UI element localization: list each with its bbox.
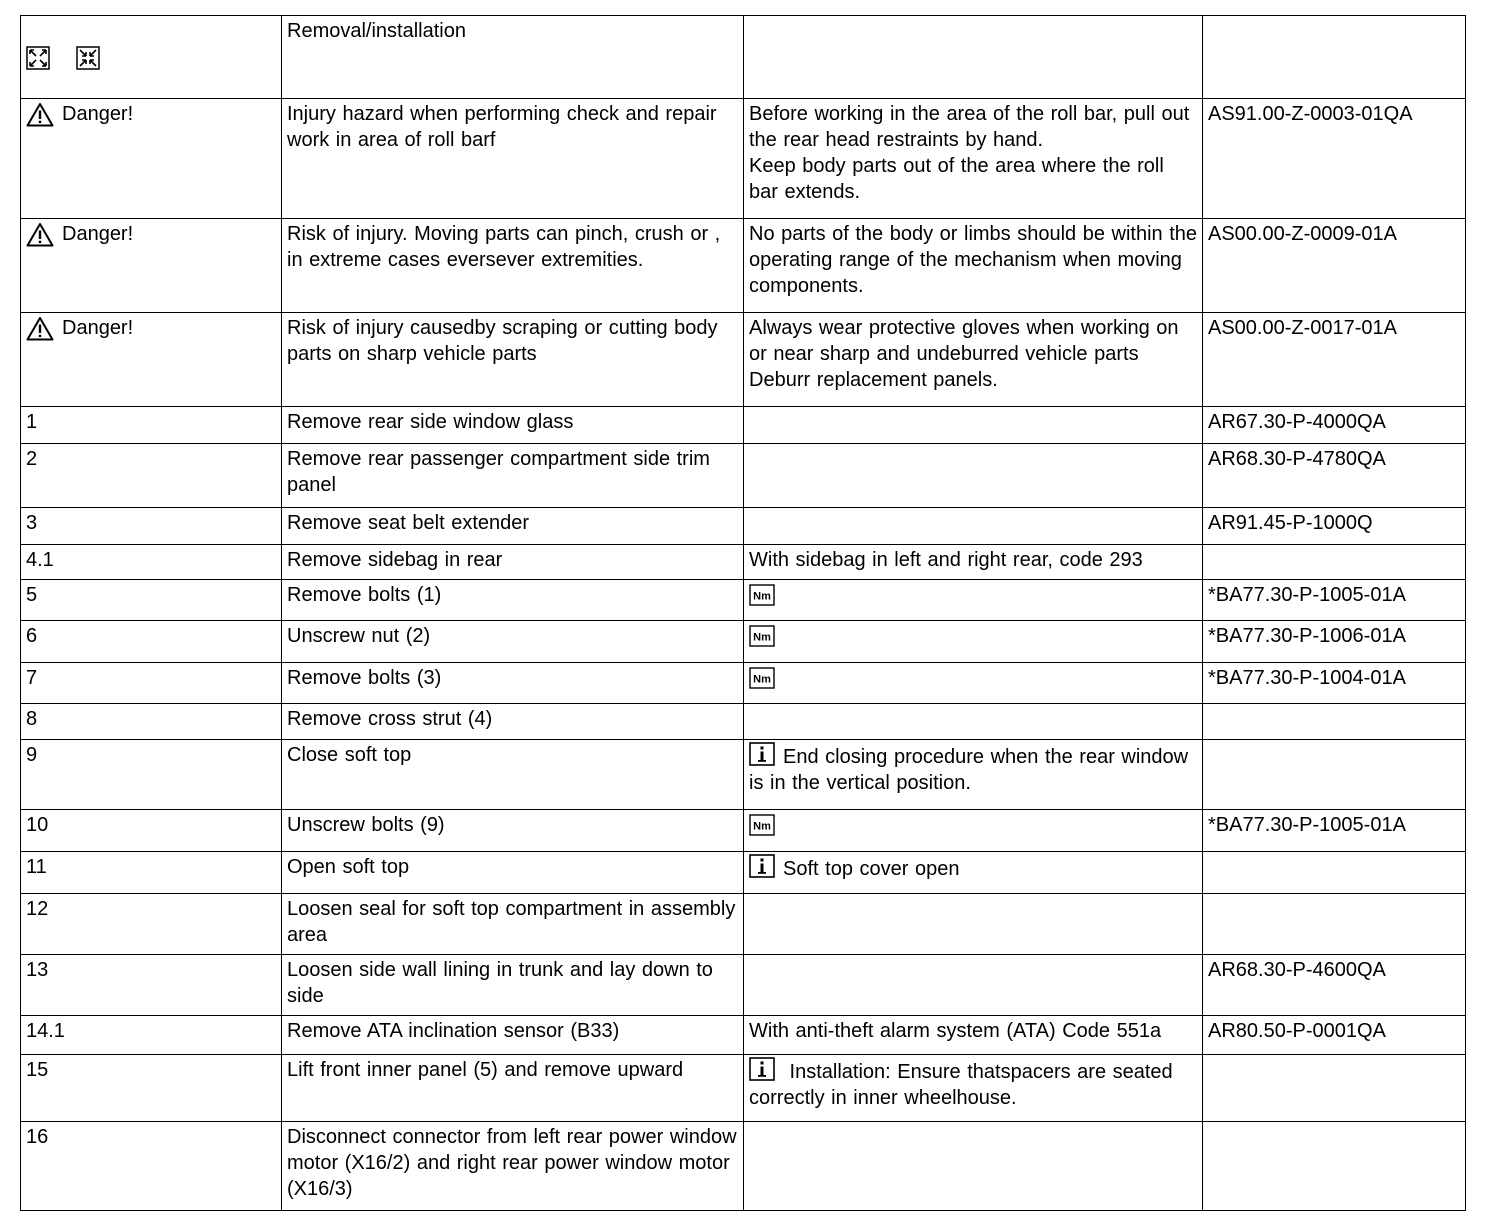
step-note-cell — [744, 1122, 1203, 1211]
step-note-cell — [744, 508, 1203, 545]
danger-row — [21, 313, 1466, 407]
step-number: 7 — [21, 663, 282, 704]
step-reference-link — [1203, 704, 1466, 740]
header-empty-cell — [744, 16, 1203, 99]
step-row — [21, 894, 1466, 955]
step-reference-link — [1203, 1122, 1466, 1211]
step-row — [21, 407, 1466, 444]
step-note: Soft top cover open — [783, 858, 960, 880]
danger-measure: Always wear protective gloves when working on or near sharp and undeburred vehicle parts Deburr replacement panels. — [744, 313, 1203, 407]
info-icon[interactable] — [749, 1057, 775, 1081]
step-row — [21, 545, 1466, 580]
danger-label-text: Danger! — [62, 223, 134, 245]
danger-label-cell — [21, 313, 282, 407]
step-note-cell — [744, 663, 1203, 704]
step-note-cell — [744, 852, 1203, 894]
step-reference-link — [1203, 894, 1466, 955]
table-header-row — [21, 16, 1466, 99]
step-number: 4.1 — [21, 545, 282, 580]
step-description: Loosen side wall lining in trunk and lay down to side — [282, 955, 744, 1016]
header-title: Removal/installation — [282, 16, 744, 99]
danger-measure: No parts of the body or limbs should be within the operating range of the mechanism when moving components. — [744, 219, 1203, 313]
step-reference-link[interactable]: *BA77.30-P-1004-01A — [1203, 663, 1466, 704]
step-description: Lift front inner panel (5) and remove upward — [282, 1055, 744, 1122]
step-number: 9 — [21, 740, 282, 810]
procedure-table — [20, 15, 1466, 1211]
step-number: 13 — [21, 955, 282, 1016]
step-note-cell — [744, 1055, 1203, 1122]
step-reference-link[interactable]: *BA77.30-P-1006-01A — [1203, 621, 1466, 663]
danger-label-cell — [21, 219, 282, 313]
step-note: End closing procedure when the rear window is in the vertical position. — [749, 746, 1189, 794]
step-note-cell — [744, 444, 1203, 508]
step-description: Remove ATA inclination sensor (B33) — [282, 1016, 744, 1055]
step-reference-link[interactable]: AR68.30-P-4780QA — [1203, 444, 1466, 508]
danger-label-text: Danger! — [62, 317, 134, 339]
step-reference-link — [1203, 545, 1466, 580]
step-note-cell — [744, 545, 1203, 580]
step-note-cell — [744, 894, 1203, 955]
svg-text:Nm: Nm — [753, 631, 771, 644]
step-row — [21, 580, 1466, 621]
danger-reference-link[interactable]: AS00.00-Z-0009-01A — [1203, 219, 1466, 313]
step-note-cell — [744, 621, 1203, 663]
danger-label-text: Danger! — [62, 103, 134, 125]
step-reference-link[interactable]: AR68.30-P-4600QA — [1203, 955, 1466, 1016]
step-description: Close soft top — [282, 740, 744, 810]
step-row — [21, 704, 1466, 740]
step-description: Remove bolts (3) — [282, 663, 744, 704]
step-note-cell — [744, 810, 1203, 852]
svg-text:Nm: Nm — [753, 820, 771, 833]
step-note: Installation: Ensure thatspacers are seated correctly in inner wheelhouse. — [749, 1061, 1173, 1109]
step-row — [21, 955, 1466, 1016]
collapse-icon[interactable] — [76, 46, 100, 70]
step-description: Disconnect connector from left rear power window motor (X16/2) and right rear power window motor (X16/3) — [282, 1122, 744, 1211]
step-reference-link[interactable]: AR67.30-P-4000QA — [1203, 407, 1466, 444]
step-reference-link — [1203, 1055, 1466, 1122]
step-description: Loosen seal for soft top compartment in assembly area — [282, 894, 744, 955]
danger-hazard: Risk of injury causedby scraping or cutting body parts on sharp vehicle parts — [282, 313, 744, 407]
step-note-cell — [744, 1016, 1203, 1055]
step-number: 6 — [21, 621, 282, 663]
step-reference-link[interactable]: AR91.45-P-1000Q — [1203, 508, 1466, 545]
step-number: 12 — [21, 894, 282, 955]
step-row — [21, 508, 1466, 545]
step-note-cell — [744, 580, 1203, 621]
step-number: 2 — [21, 444, 282, 508]
step-reference-link — [1203, 852, 1466, 894]
danger-row — [21, 219, 1466, 313]
torque-nm-icon[interactable] — [749, 625, 775, 647]
step-number: 14.1 — [21, 1016, 282, 1055]
danger-hazard: Injury hazard when performing check and repair work in area of roll barf — [282, 99, 744, 219]
svg-text:Nm: Nm — [753, 673, 771, 686]
step-description: Remove rear passenger compartment side trim panel — [282, 444, 744, 508]
step-description: Unscrew bolts (9) — [282, 810, 744, 852]
step-row — [21, 1016, 1466, 1055]
warning-triangle-icon — [26, 316, 54, 341]
step-reference-link[interactable]: *BA77.30-P-1005-01A — [1203, 810, 1466, 852]
step-description: Remove bolts (1) — [282, 580, 744, 621]
step-row — [21, 1122, 1466, 1211]
step-reference-link — [1203, 740, 1466, 810]
step-note: With sidebag in left and right rear, code 293 — [749, 549, 1143, 571]
step-row — [21, 621, 1466, 663]
danger-row — [21, 99, 1466, 219]
danger-label — [26, 101, 277, 127]
step-reference-link[interactable]: *BA77.30-P-1005-01A — [1203, 580, 1466, 621]
danger-reference-link[interactable]: AS91.00-Z-0003-01QA — [1203, 99, 1466, 219]
step-row — [21, 740, 1466, 810]
step-note-cell — [744, 704, 1203, 740]
danger-hazard: Risk of injury. Moving parts can pinch, crush or , in extreme cases eversever extremities. — [282, 219, 744, 313]
warning-triangle-icon — [26, 222, 54, 247]
info-icon[interactable] — [749, 854, 775, 878]
step-description: Remove sidebag in rear — [282, 545, 744, 580]
step-row — [21, 663, 1466, 704]
danger-label — [26, 221, 277, 247]
info-icon[interactable] — [749, 742, 775, 766]
step-note-cell — [744, 740, 1203, 810]
step-note-cell — [744, 955, 1203, 1016]
danger-measure: Before working in the area of the roll bar, pull out the rear head restraints by hand. Keep body parts out of the area where the roll bar extends. — [744, 99, 1203, 219]
step-number: 1 — [21, 407, 282, 444]
torque-nm-icon[interactable] — [749, 584, 775, 606]
step-description: Remove cross strut (4) — [282, 704, 744, 740]
step-number: 11 — [21, 852, 282, 894]
danger-reference-link[interactable]: AS00.00-Z-0017-01A — [1203, 313, 1466, 407]
step-row — [21, 810, 1466, 852]
step-number: 15 — [21, 1055, 282, 1122]
step-number: 5 — [21, 580, 282, 621]
warning-triangle-icon — [26, 102, 54, 127]
step-description: Open soft top — [282, 852, 744, 894]
step-row — [21, 1055, 1466, 1122]
torque-nm-icon[interactable] — [749, 814, 775, 836]
step-number: 10 — [21, 810, 282, 852]
danger-label — [26, 315, 277, 341]
step-note: With anti-theft alarm system (ATA) Code 551a — [749, 1020, 1162, 1042]
step-reference-link[interactable]: AR80.50-P-0001QA — [1203, 1016, 1466, 1055]
step-row — [21, 852, 1466, 894]
step-row — [21, 444, 1466, 508]
step-description: Remove rear side window glass — [282, 407, 744, 444]
header-icons-cell — [21, 16, 282, 99]
step-number: 8 — [21, 704, 282, 740]
step-number: 3 — [21, 508, 282, 545]
expand-icon[interactable] — [26, 46, 50, 70]
torque-nm-icon[interactable] — [749, 667, 775, 689]
step-note-cell — [744, 407, 1203, 444]
step-number: 16 — [21, 1122, 282, 1211]
step-description: Remove seat belt extender — [282, 508, 744, 545]
danger-label-cell — [21, 99, 282, 219]
svg-text:Nm: Nm — [753, 590, 771, 603]
header-empty-cell — [1203, 16, 1466, 99]
step-description: Unscrew nut (2) — [282, 621, 744, 663]
